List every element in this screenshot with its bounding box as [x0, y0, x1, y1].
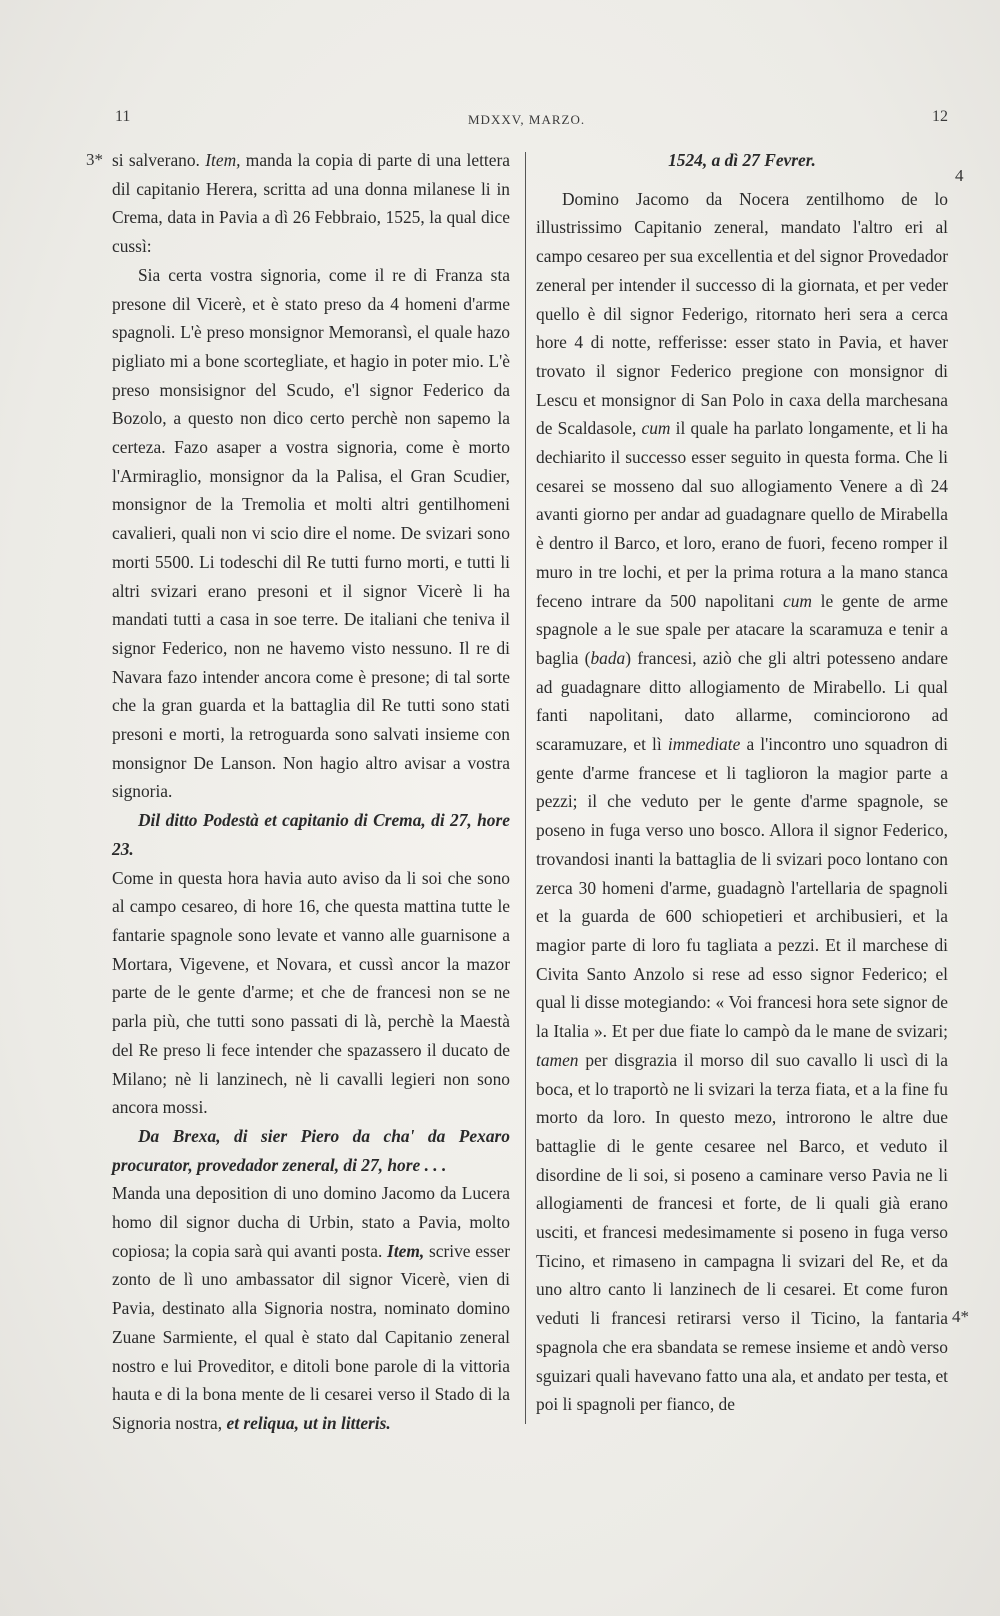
heading-brexa: Da Brexa, di sier Piero da cha' da Pexaro procurator, provedador zeneral, di 27, hore . . .	[112, 1125, 510, 1175]
paragraph-intro: si salverano. Item, manda la copia di parte di una lettera dil capitanio Herera, scritta ad una donna milanese li in Crema, data in Pavia a dì 26 Febbraio, 1525, la qual dice cussì:	[112, 150, 510, 257]
running-title: MDXXV, MARZO.	[468, 112, 586, 127]
heading-crema: Dil ditto Podestà et capitanio di Crema, di 27, hore 23.	[112, 810, 510, 859]
column-divider	[525, 152, 526, 1424]
paragraph-letter: Sia certa vostra signoria, come il re di Franza sta presone dil Vicerè, et è stato preso da 4 homeni d'arme spagnoli. L'è preso monsignor Memoransì, el quale hazo pigliato mi a bone scortegliate, et hagio in poter mio. L'è preso monsisignor del Scudo, e'l signor Federico da Bozolo, a questo non dico certo perchè non sapemo la certeza. Fazo asaper a vostra signoria, come è morto l'Armiraglio, monsignor da la Palisa, el Gran Scudier, monsignor de la Tremolia et molti altri gentilhomeni cavalieri, quali non vi scio dire el nome. De svizari sono morti 5500. Li todeschi dil Re tutti furno morti, e tutti li altri svizari erano presoni et il signor Vicerè li ha mandati tutti a casa in soe terre. De italiani che teniva il signor Federico, non ne havemo visto nessuno. Il re di Navara fazo intender ancora come è presone; di tal sorte che la gran guarda et la battaglia dil Re tutti sono stati presoni e morti, la retroguarda sono salvati insieme con monsignor De Lanson. Non hagio altro avisar a vostra signoria.	[112, 264, 510, 802]
margin-note-right-top: 4	[955, 166, 964, 185]
date-heading: 1524, a dì 27 Fevrer.	[668, 150, 816, 170]
page-number-left: 11	[115, 108, 131, 125]
margin-note-left: 3*	[86, 150, 103, 169]
right-column	[536, 146, 948, 1419]
paragraph-crema: Come in questa hora havia auto aviso da li soi che sono al campo cesareo, di hore 16, che questa mattina tutte le fantarie spagnole sono levate et vanno alle guarnisone a Mortara, Vigevene, et Novara, et cussì ancor la mazor parte de le gente d'arme; et che de francesi non se ne parla più, che tutti sono passati di là, perchè la Maestà del Re preso li fece intender che spazassero il ducato de Milano; nè li lanzinech, nè li cavalli legieri non sono ancora mossi.	[112, 867, 510, 1118]
running-header	[0, 108, 1000, 138]
margin-note-right-bottom: 4*	[952, 1307, 969, 1326]
left-column	[112, 146, 510, 1438]
page-number-right: 12	[932, 108, 948, 125]
paragraph-deposition: Domino Jacomo da Nocera zentilhomo de lo illustrissimo Capitanio zeneral, mandato l'altro eri al campo cesareo per sua excellentia et del signor Provedador zeneral per intender il successo di la giornata, et per veder quello è dil signor Federigo, ritornato heri sera a cerca hore 4 di notte, refferisse: esser stato in Pavia, et haver trovato il signor Federico pregione con monsignor di Lescu et monsignor di San Polo in caxa della marchesana de Scaldasole, cum il quale ha parlato longamente, et li ha dechiarito il successo esser seguito in questa forma. Che li cesarei se mosseno dal suo allogiamento Venere a dì 24 avanti giorno per andar ad guadagnare quello de Mirabella è dentro il Barco, et loro, erano de fuori, feceno romper il muro in tre lochi, et per la prima rotura a la mano stanca feceno intrare da 500 napolitani cum le gente de arme spagnole a le sue spale per atacare la scaramuza e tenir a baglia (bada) francesi, aziò che gli altri potesseno andare ad guadagnare ditto allogiamento de Mirabello. Li qual fanti napolitani, dato allarme, cominciorono ad scaramuzare, et lì immediate a l'incontro uno squadron di gente d'arme francese et li taglioron la magior parte a pezzi; il che veduto per le gente d'arme spagnole, se poseno in fuga verso uno bosco. Allora il signor Federico, trovandosi inanti la battaglia de li svizari poco lontano con zerca 30 homeni d'arme, guadagnò l'artellaria de spagnoli et la guarda de 600 schiopetieri et archibusieri, et la magior parte di loro fu tagliata a pezzi. Et il marchese di Civita Santo Anzolo si rese ad esso signor Federico; el qual li disse motegiando: « Voi francesi hora sete signor de la Italia ». Et per due fiate lo campò da le mane de svizari; tamen per disgrazia il morso dil suo cavallo li uscì di la boca, et lo traportò ne li svizari la terza fiata, et a la fine fu morto da loro. In questo mezo, introrono le altre due battaglie di le gente cesaree nel Barco, et veduto il disordine de li soi, si poseno a caminare verso Pavia ne li allogiamenti de francesi et forte, de li quali già erano usciti, et francesi medesimamente si poseno in fuga verso Ticino, et rimaseno in campagna li svizari del Re, et da uno altro canto li lanzinech de li cesarei. Et come furon veduti li francesi retirarsi verso il Ticino, la fantaria spagnola che era sbandata se remese insieme et andò verso sguizari quali havevano fatto una ala, et andato per testa, et poi li spagnoli per fianco, de	[536, 188, 948, 1415]
paragraph-brexa: Manda una deposition di uno domino Jacomo da Lucera homo dil signor ducha di Urbin, stato a Pavia, molto copiosa; la copia sarà qui avanti posta. Item, scrive esser zonto de lì uno ambassator dil signor Vicerè, vien di Pavia, destinato alla Signoria nostra, nominato domino Zuane Sarmiente, el qual è stato dal Capitanio zeneral nostro e lui Proveditor, e ditoli bone parole di la vittoria hauta e di la bona mente de li cesarei verso il Stado di la Signoria nostra, et reliqua, ut in litteris.	[112, 1183, 510, 1433]
